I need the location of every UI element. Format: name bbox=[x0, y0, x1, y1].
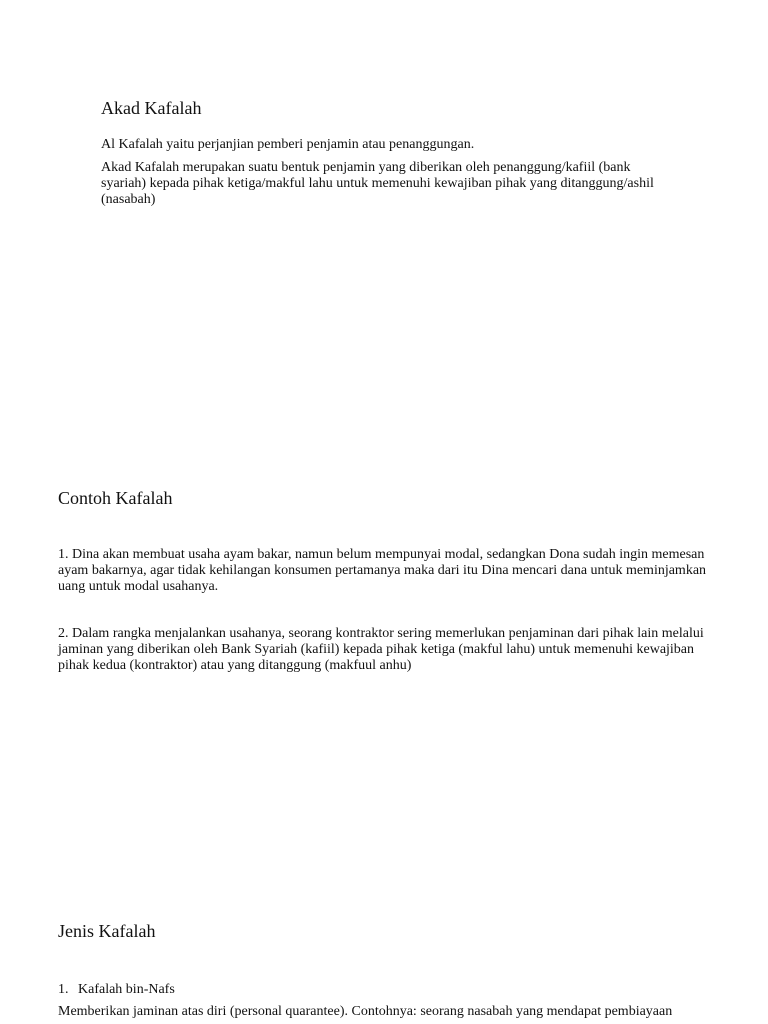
section-akad-kafalah bbox=[101, 97, 661, 208]
list-item bbox=[58, 982, 708, 998]
paragraph: Akad Kafalah merupakan suatu bentuk penjamin yang diberikan oleh penanggung/kafiil (bank syariah) kepada pihak ketiga/makful lahu untuk memenuhi kewajiban pihak yang ditanggung/ashil (nasabah) bbox=[101, 160, 654, 207]
section-heading: Jenis Kafalah bbox=[58, 921, 156, 941]
paragraph: Al Kafalah yaitu perjanjian pemberi penjamin atau penanggungan. bbox=[101, 137, 475, 152]
section-jenis-kafalah bbox=[58, 920, 708, 1020]
section-contoh-kafalah bbox=[58, 487, 708, 674]
paragraph: Memberikan jaminan atas diri (personal quarantee). Contohnya: seorang nasabah yang mendapat pembiayaan bbox=[58, 1004, 673, 1019]
paragraph: 1. Dina akan membuat usaha ayam bakar, namun belum mempunyai modal, sedangkan Dona sudah ingin memesan ayam bakarnya, agar tidak kehilangan konsumen pertamanya maka dari itu Dina mencari dana untuk meminjamkan uang untuk modal usahanya. bbox=[58, 547, 707, 594]
list-item-number: 1. bbox=[58, 982, 69, 997]
list-item-label: Kafalah bin-Nafs bbox=[78, 982, 175, 997]
section-heading: Akad Kafalah bbox=[101, 98, 202, 118]
paragraph: 2. Dalam rangka menjalankan usahanya, seorang kontraktor sering memerlukan penjaminan dari pihak lain melalui jaminan yang diberikan oleh Bank Syariah (kafiil) kepada pihak ketiga (makful lahu) untuk memenuhi kewajiban pihak kedua (kontraktor) atau yang ditanggung (makfuul anhu) bbox=[58, 626, 704, 673]
section-heading: Contoh Kafalah bbox=[58, 488, 173, 508]
